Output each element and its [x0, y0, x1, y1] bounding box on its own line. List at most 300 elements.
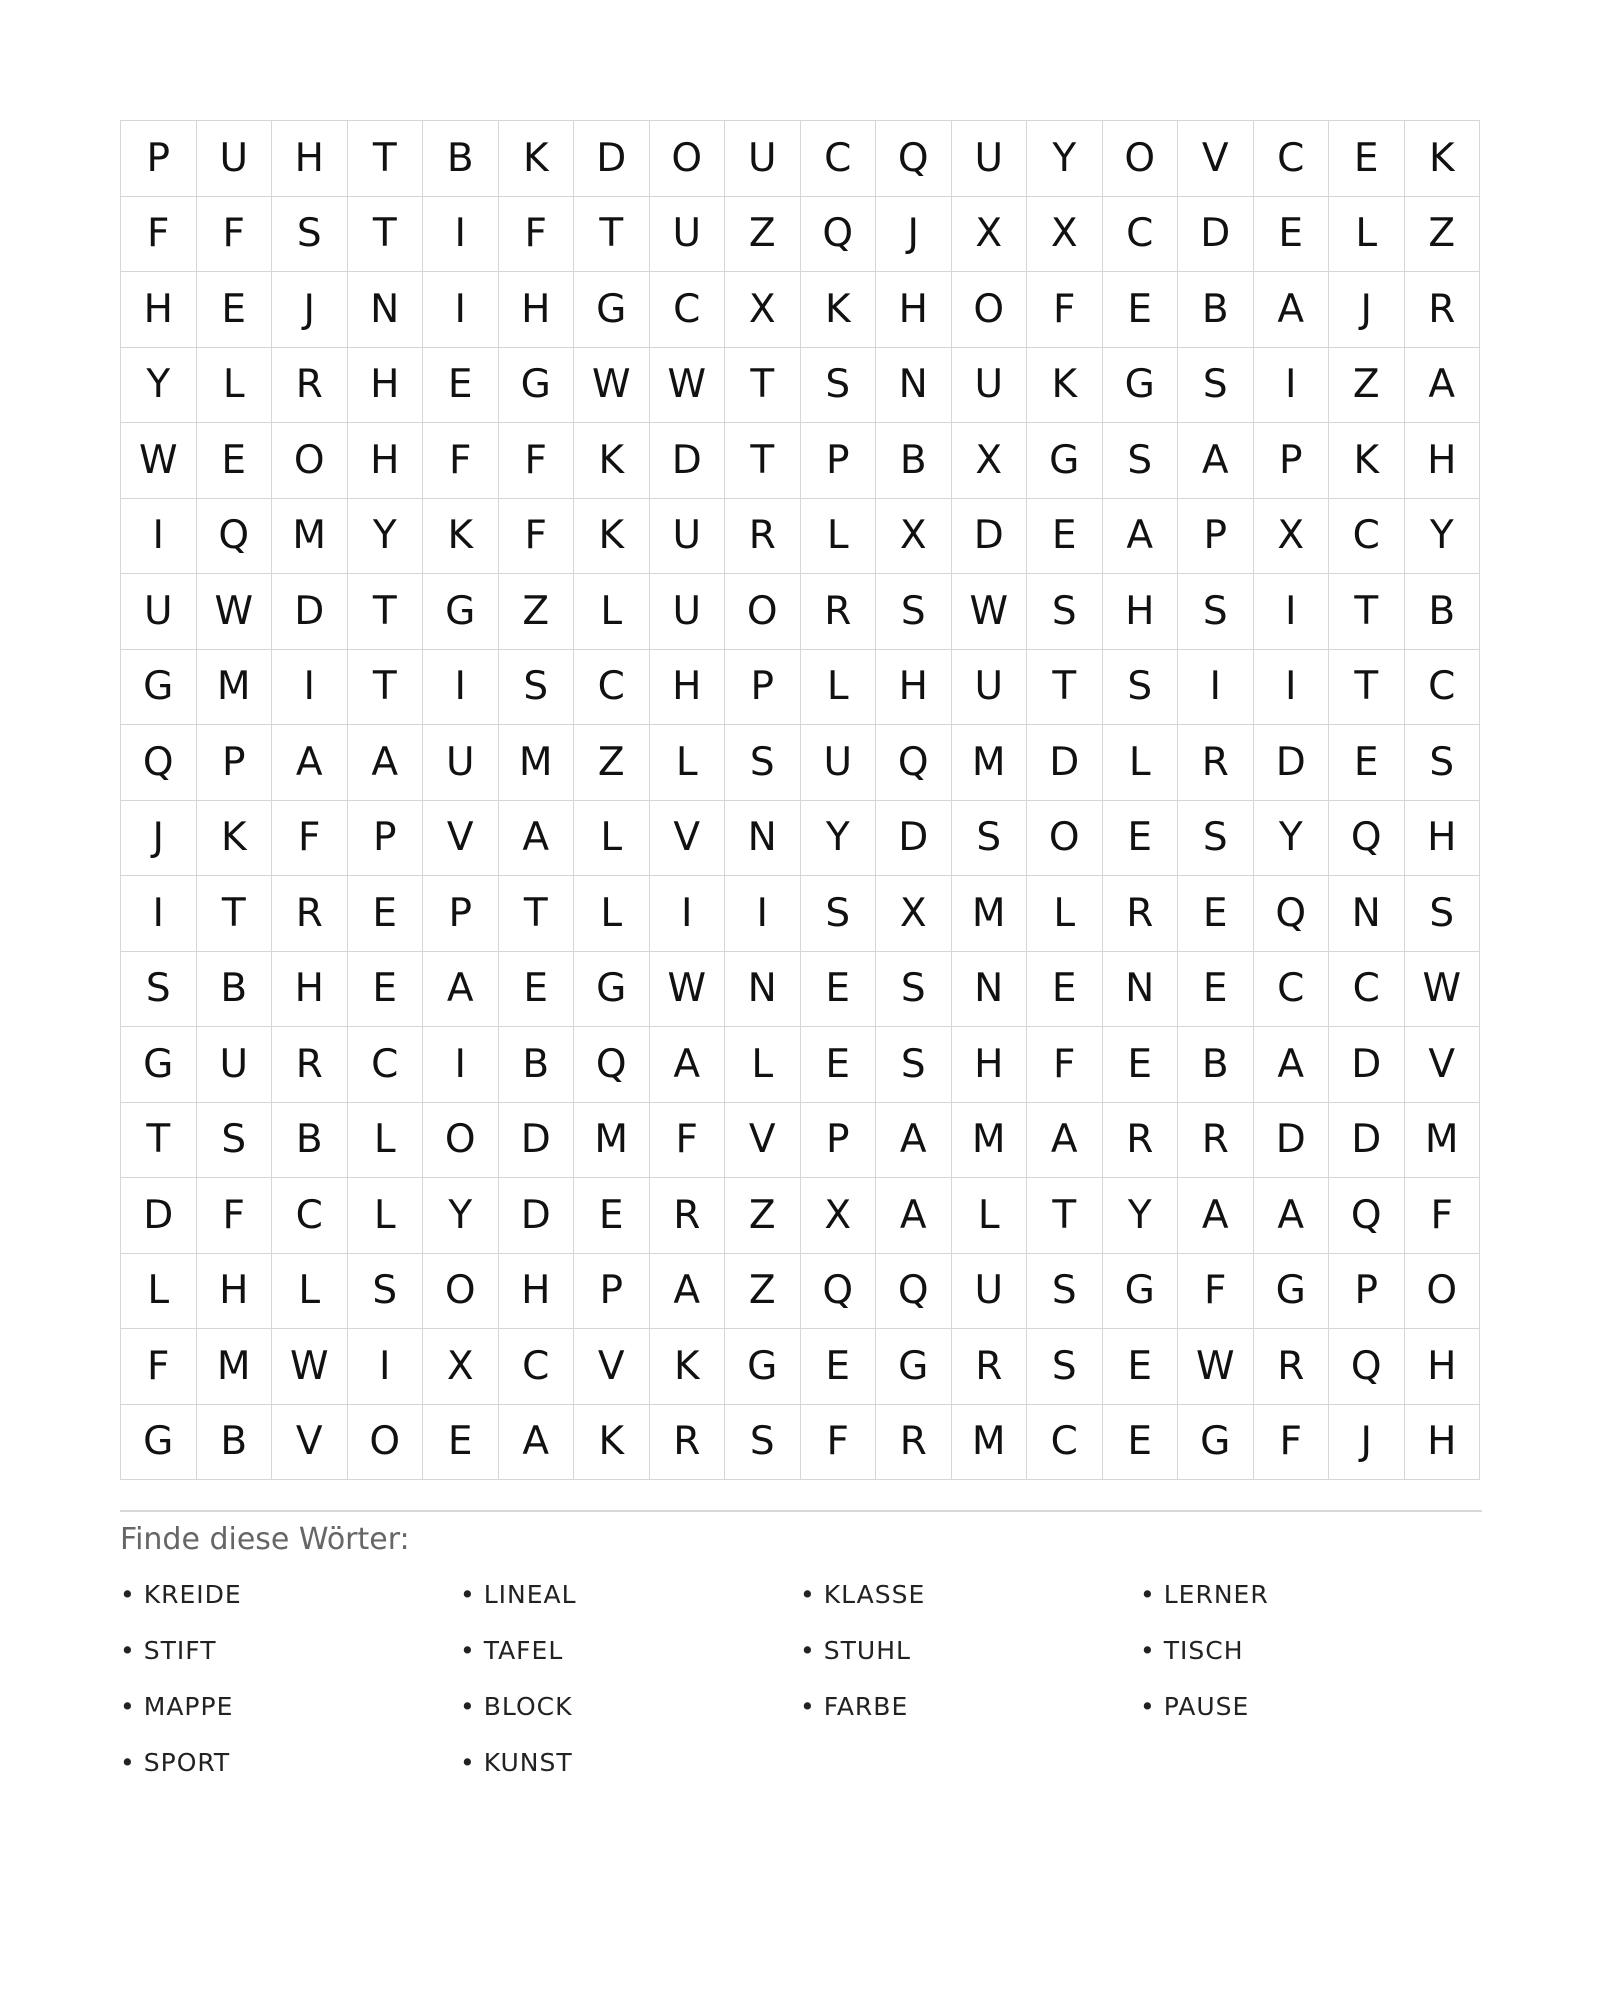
- grid-cell[interactable]: H: [1405, 423, 1481, 499]
- grid-cell[interactable]: A: [499, 1405, 575, 1481]
- grid-cell[interactable]: L: [348, 1178, 424, 1254]
- grid-cell[interactable]: Y: [348, 499, 424, 575]
- grid-cell[interactable]: W: [952, 574, 1028, 650]
- grid-cell[interactable]: E: [801, 1329, 877, 1405]
- grid-cell[interactable]: K: [1329, 423, 1405, 499]
- grid-cell[interactable]: D: [1329, 1103, 1405, 1179]
- grid-cell[interactable]: H: [1103, 574, 1179, 650]
- grid-cell[interactable]: E: [423, 1405, 499, 1481]
- grid-cell[interactable]: U: [650, 574, 726, 650]
- grid-cell[interactable]: O: [423, 1254, 499, 1330]
- grid-cell[interactable]: D: [876, 801, 952, 877]
- grid-cell[interactable]: C: [801, 121, 877, 197]
- grid-cell[interactable]: Y: [1254, 801, 1330, 877]
- grid-cell[interactable]: Z: [574, 725, 650, 801]
- grid-cell[interactable]: W: [650, 952, 726, 1028]
- grid-cell[interactable]: H: [1405, 1329, 1481, 1405]
- grid-cell[interactable]: A: [1254, 1178, 1330, 1254]
- grid-cell[interactable]: S: [1405, 876, 1481, 952]
- grid-cell[interactable]: U: [650, 499, 726, 575]
- grid-cell[interactable]: G: [876, 1329, 952, 1405]
- grid-cell[interactable]: X: [801, 1178, 877, 1254]
- grid-cell[interactable]: T: [348, 574, 424, 650]
- grid-cell[interactable]: E: [1103, 1027, 1179, 1103]
- grid-cell[interactable]: W: [272, 1329, 348, 1405]
- grid-cell[interactable]: N: [952, 952, 1028, 1028]
- grid-cell[interactable]: C: [272, 1178, 348, 1254]
- grid-cell[interactable]: G: [1178, 1405, 1254, 1481]
- grid-cell[interactable]: G: [499, 348, 575, 424]
- grid-cell[interactable]: H: [1405, 1405, 1481, 1481]
- grid-cell[interactable]: F: [1405, 1178, 1481, 1254]
- grid-cell[interactable]: J: [876, 197, 952, 273]
- grid-cell[interactable]: W: [121, 423, 197, 499]
- grid-cell[interactable]: X: [1027, 197, 1103, 273]
- grid-cell[interactable]: F: [1027, 272, 1103, 348]
- grid-cell[interactable]: I: [272, 650, 348, 726]
- grid-cell[interactable]: P: [1254, 423, 1330, 499]
- grid-cell[interactable]: E: [1329, 121, 1405, 197]
- grid-cell[interactable]: T: [121, 1103, 197, 1179]
- grid-cell[interactable]: Q: [801, 197, 877, 273]
- grid-cell[interactable]: F: [197, 197, 273, 273]
- grid-cell[interactable]: O: [423, 1103, 499, 1179]
- grid-cell[interactable]: D: [272, 574, 348, 650]
- grid-cell[interactable]: U: [423, 725, 499, 801]
- grid-cell[interactable]: A: [650, 1254, 726, 1330]
- grid-cell[interactable]: C: [1329, 952, 1405, 1028]
- grid-cell[interactable]: S: [725, 725, 801, 801]
- grid-cell[interactable]: B: [1178, 272, 1254, 348]
- grid-cell[interactable]: K: [197, 801, 273, 877]
- grid-cell[interactable]: T: [348, 197, 424, 273]
- grid-cell[interactable]: S: [1103, 423, 1179, 499]
- grid-cell[interactable]: E: [1178, 876, 1254, 952]
- grid-cell[interactable]: R: [876, 1405, 952, 1481]
- grid-cell[interactable]: A: [876, 1103, 952, 1179]
- grid-cell[interactable]: K: [1027, 348, 1103, 424]
- grid-cell[interactable]: U: [650, 197, 726, 273]
- grid-cell[interactable]: W: [1405, 952, 1481, 1028]
- grid-cell[interactable]: Y: [1405, 499, 1481, 575]
- grid-cell[interactable]: X: [876, 499, 952, 575]
- grid-cell[interactable]: G: [1103, 348, 1179, 424]
- grid-cell[interactable]: I: [348, 1329, 424, 1405]
- grid-cell[interactable]: T: [1329, 574, 1405, 650]
- grid-cell[interactable]: P: [801, 1103, 877, 1179]
- grid-cell[interactable]: E: [197, 272, 273, 348]
- grid-cell[interactable]: P: [1178, 499, 1254, 575]
- grid-cell[interactable]: T: [574, 197, 650, 273]
- grid-cell[interactable]: I: [1178, 650, 1254, 726]
- grid-cell[interactable]: E: [348, 952, 424, 1028]
- grid-cell[interactable]: K: [499, 121, 575, 197]
- grid-cell[interactable]: R: [1405, 272, 1481, 348]
- grid-cell[interactable]: U: [725, 121, 801, 197]
- grid-cell[interactable]: D: [952, 499, 1028, 575]
- grid-cell[interactable]: D: [1254, 1103, 1330, 1179]
- grid-cell[interactable]: B: [197, 952, 273, 1028]
- grid-cell[interactable]: O: [348, 1405, 424, 1481]
- grid-cell[interactable]: F: [499, 197, 575, 273]
- grid-cell[interactable]: R: [1103, 876, 1179, 952]
- grid-cell[interactable]: U: [952, 650, 1028, 726]
- grid-cell[interactable]: X: [876, 876, 952, 952]
- grid-cell[interactable]: A: [1178, 1178, 1254, 1254]
- grid-cell[interactable]: O: [1405, 1254, 1481, 1330]
- grid-cell[interactable]: S: [499, 650, 575, 726]
- grid-cell[interactable]: U: [121, 574, 197, 650]
- grid-cell[interactable]: M: [1405, 1103, 1481, 1179]
- grid-cell[interactable]: S: [876, 574, 952, 650]
- grid-cell[interactable]: L: [574, 876, 650, 952]
- grid-cell[interactable]: C: [1103, 197, 1179, 273]
- grid-cell[interactable]: S: [1178, 348, 1254, 424]
- grid-cell[interactable]: P: [1329, 1254, 1405, 1330]
- grid-cell[interactable]: X: [1254, 499, 1330, 575]
- grid-cell[interactable]: S: [876, 1027, 952, 1103]
- grid-cell[interactable]: J: [1329, 1405, 1405, 1481]
- grid-cell[interactable]: D: [499, 1103, 575, 1179]
- grid-cell[interactable]: S: [876, 952, 952, 1028]
- grid-cell[interactable]: A: [272, 725, 348, 801]
- grid-cell[interactable]: E: [1103, 801, 1179, 877]
- grid-cell[interactable]: U: [952, 348, 1028, 424]
- grid-cell[interactable]: B: [272, 1103, 348, 1179]
- grid-cell[interactable]: S: [1103, 650, 1179, 726]
- grid-cell[interactable]: Y: [1103, 1178, 1179, 1254]
- grid-cell[interactable]: G: [121, 1027, 197, 1103]
- grid-cell[interactable]: S: [1178, 574, 1254, 650]
- grid-cell[interactable]: R: [650, 1178, 726, 1254]
- grid-cell[interactable]: C: [348, 1027, 424, 1103]
- grid-cell[interactable]: L: [1027, 876, 1103, 952]
- grid-cell[interactable]: B: [1178, 1027, 1254, 1103]
- grid-cell[interactable]: S: [121, 952, 197, 1028]
- grid-cell[interactable]: E: [1103, 1329, 1179, 1405]
- grid-cell[interactable]: G: [1027, 423, 1103, 499]
- grid-cell[interactable]: G: [121, 1405, 197, 1481]
- grid-cell[interactable]: F: [197, 1178, 273, 1254]
- grid-cell[interactable]: M: [574, 1103, 650, 1179]
- grid-cell[interactable]: S: [1027, 1254, 1103, 1330]
- grid-cell[interactable]: P: [725, 650, 801, 726]
- grid-cell[interactable]: F: [423, 423, 499, 499]
- grid-cell[interactable]: V: [650, 801, 726, 877]
- grid-cell[interactable]: W: [650, 348, 726, 424]
- grid-cell[interactable]: C: [499, 1329, 575, 1405]
- grid-cell[interactable]: Q: [876, 1254, 952, 1330]
- grid-cell[interactable]: H: [876, 650, 952, 726]
- grid-cell[interactable]: X: [423, 1329, 499, 1405]
- grid-cell[interactable]: T: [1027, 1178, 1103, 1254]
- grid-cell[interactable]: P: [574, 1254, 650, 1330]
- grid-cell[interactable]: G: [725, 1329, 801, 1405]
- grid-cell[interactable]: T: [197, 876, 273, 952]
- grid-cell[interactable]: A: [876, 1178, 952, 1254]
- grid-cell[interactable]: L: [1329, 197, 1405, 273]
- grid-cell[interactable]: H: [952, 1027, 1028, 1103]
- grid-cell[interactable]: K: [574, 423, 650, 499]
- grid-cell[interactable]: F: [650, 1103, 726, 1179]
- grid-cell[interactable]: Z: [499, 574, 575, 650]
- grid-cell[interactable]: F: [801, 1405, 877, 1481]
- grid-cell[interactable]: R: [272, 876, 348, 952]
- grid-cell[interactable]: V: [272, 1405, 348, 1481]
- grid-cell[interactable]: O: [1027, 801, 1103, 877]
- grid-cell[interactable]: A: [1254, 272, 1330, 348]
- grid-cell[interactable]: T: [348, 121, 424, 197]
- grid-cell[interactable]: E: [1103, 1405, 1179, 1481]
- grid-cell[interactable]: Q: [574, 1027, 650, 1103]
- grid-cell[interactable]: R: [1254, 1329, 1330, 1405]
- grid-cell[interactable]: I: [121, 499, 197, 575]
- grid-cell[interactable]: H: [1405, 801, 1481, 877]
- grid-cell[interactable]: F: [1178, 1254, 1254, 1330]
- grid-cell[interactable]: R: [952, 1329, 1028, 1405]
- grid-cell[interactable]: N: [1103, 952, 1179, 1028]
- grid-cell[interactable]: E: [197, 423, 273, 499]
- grid-cell[interactable]: L: [725, 1027, 801, 1103]
- grid-cell[interactable]: D: [121, 1178, 197, 1254]
- grid-cell[interactable]: L: [1103, 725, 1179, 801]
- grid-cell[interactable]: N: [876, 348, 952, 424]
- grid-cell[interactable]: M: [272, 499, 348, 575]
- grid-cell[interactable]: E: [1254, 197, 1330, 273]
- grid-cell[interactable]: R: [725, 499, 801, 575]
- grid-cell[interactable]: S: [272, 197, 348, 273]
- grid-cell[interactable]: T: [725, 348, 801, 424]
- grid-cell[interactable]: E: [1178, 952, 1254, 1028]
- grid-cell[interactable]: L: [650, 725, 726, 801]
- grid-cell[interactable]: F: [121, 1329, 197, 1405]
- grid-cell[interactable]: Z: [725, 197, 801, 273]
- grid-cell[interactable]: O: [952, 272, 1028, 348]
- grid-cell[interactable]: M: [952, 1103, 1028, 1179]
- grid-cell[interactable]: Y: [1027, 121, 1103, 197]
- grid-cell[interactable]: L: [197, 348, 273, 424]
- grid-cell[interactable]: X: [952, 423, 1028, 499]
- grid-cell[interactable]: M: [952, 876, 1028, 952]
- grid-cell[interactable]: U: [801, 725, 877, 801]
- grid-cell[interactable]: I: [1254, 650, 1330, 726]
- grid-cell[interactable]: D: [1027, 725, 1103, 801]
- grid-cell[interactable]: H: [876, 272, 952, 348]
- grid-cell[interactable]: R: [1178, 1103, 1254, 1179]
- grid-cell[interactable]: K: [574, 1405, 650, 1481]
- grid-cell[interactable]: E: [1103, 272, 1179, 348]
- grid-cell[interactable]: H: [650, 650, 726, 726]
- grid-cell[interactable]: O: [1103, 121, 1179, 197]
- grid-cell[interactable]: A: [650, 1027, 726, 1103]
- grid-cell[interactable]: W: [574, 348, 650, 424]
- grid-cell[interactable]: B: [1405, 574, 1481, 650]
- grid-cell[interactable]: D: [499, 1178, 575, 1254]
- grid-cell[interactable]: S: [1027, 574, 1103, 650]
- grid-cell[interactable]: T: [499, 876, 575, 952]
- grid-cell[interactable]: F: [1027, 1027, 1103, 1103]
- grid-cell[interactable]: T: [348, 650, 424, 726]
- grid-cell[interactable]: N: [348, 272, 424, 348]
- grid-cell[interactable]: L: [272, 1254, 348, 1330]
- grid-cell[interactable]: W: [1178, 1329, 1254, 1405]
- grid-cell[interactable]: T: [1027, 650, 1103, 726]
- grid-cell[interactable]: U: [197, 121, 273, 197]
- grid-cell[interactable]: J: [1329, 272, 1405, 348]
- grid-cell[interactable]: D: [1329, 1027, 1405, 1103]
- grid-cell[interactable]: L: [801, 650, 877, 726]
- grid-cell[interactable]: I: [1254, 574, 1330, 650]
- grid-cell[interactable]: U: [952, 1254, 1028, 1330]
- grid-cell[interactable]: E: [1329, 725, 1405, 801]
- grid-cell[interactable]: E: [801, 1027, 877, 1103]
- grid-cell[interactable]: K: [574, 499, 650, 575]
- grid-cell[interactable]: Z: [725, 1254, 801, 1330]
- grid-cell[interactable]: A: [423, 952, 499, 1028]
- grid-cell[interactable]: I: [423, 197, 499, 273]
- grid-cell[interactable]: S: [1027, 1329, 1103, 1405]
- grid-cell[interactable]: D: [650, 423, 726, 499]
- grid-cell[interactable]: P: [197, 725, 273, 801]
- grid-cell[interactable]: Q: [1329, 1178, 1405, 1254]
- grid-cell[interactable]: H: [499, 272, 575, 348]
- grid-cell[interactable]: O: [272, 423, 348, 499]
- grid-cell[interactable]: Y: [801, 801, 877, 877]
- grid-cell[interactable]: E: [574, 1178, 650, 1254]
- grid-cell[interactable]: B: [423, 121, 499, 197]
- grid-cell[interactable]: P: [801, 423, 877, 499]
- grid-cell[interactable]: N: [725, 801, 801, 877]
- grid-cell[interactable]: M: [197, 650, 273, 726]
- grid-cell[interactable]: I: [725, 876, 801, 952]
- grid-cell[interactable]: R: [650, 1405, 726, 1481]
- grid-cell[interactable]: K: [650, 1329, 726, 1405]
- grid-cell[interactable]: Q: [197, 499, 273, 575]
- grid-cell[interactable]: Q: [876, 121, 952, 197]
- grid-cell[interactable]: K: [1405, 121, 1481, 197]
- grid-cell[interactable]: S: [1405, 725, 1481, 801]
- grid-cell[interactable]: S: [197, 1103, 273, 1179]
- grid-cell[interactable]: H: [272, 121, 348, 197]
- grid-cell[interactable]: A: [348, 725, 424, 801]
- grid-cell[interactable]: C: [650, 272, 726, 348]
- grid-cell[interactable]: A: [499, 801, 575, 877]
- grid-cell[interactable]: I: [121, 876, 197, 952]
- grid-cell[interactable]: L: [121, 1254, 197, 1330]
- grid-cell[interactable]: V: [574, 1329, 650, 1405]
- grid-cell[interactable]: X: [725, 272, 801, 348]
- grid-cell[interactable]: F: [499, 423, 575, 499]
- grid-cell[interactable]: D: [574, 121, 650, 197]
- grid-cell[interactable]: F: [121, 197, 197, 273]
- grid-cell[interactable]: T: [725, 423, 801, 499]
- grid-cell[interactable]: T: [1329, 650, 1405, 726]
- grid-cell[interactable]: G: [1254, 1254, 1330, 1330]
- grid-cell[interactable]: F: [499, 499, 575, 575]
- grid-cell[interactable]: I: [1254, 348, 1330, 424]
- grid-cell[interactable]: S: [1178, 801, 1254, 877]
- grid-cell[interactable]: I: [423, 650, 499, 726]
- grid-cell[interactable]: M: [952, 725, 1028, 801]
- grid-cell[interactable]: L: [348, 1103, 424, 1179]
- grid-cell[interactable]: H: [272, 952, 348, 1028]
- grid-cell[interactable]: Z: [1329, 348, 1405, 424]
- grid-cell[interactable]: O: [725, 574, 801, 650]
- grid-cell[interactable]: G: [574, 952, 650, 1028]
- grid-cell[interactable]: Q: [1329, 801, 1405, 877]
- grid-cell[interactable]: V: [725, 1103, 801, 1179]
- grid-cell[interactable]: W: [197, 574, 273, 650]
- grid-cell[interactable]: Z: [1405, 197, 1481, 273]
- grid-cell[interactable]: R: [1178, 725, 1254, 801]
- grid-cell[interactable]: R: [801, 574, 877, 650]
- grid-cell[interactable]: I: [423, 1027, 499, 1103]
- grid-cell[interactable]: Q: [1254, 876, 1330, 952]
- grid-cell[interactable]: Q: [801, 1254, 877, 1330]
- grid-cell[interactable]: U: [197, 1027, 273, 1103]
- grid-cell[interactable]: E: [801, 952, 877, 1028]
- grid-cell[interactable]: G: [121, 650, 197, 726]
- grid-cell[interactable]: G: [423, 574, 499, 650]
- grid-cell[interactable]: S: [725, 1405, 801, 1481]
- grid-cell[interactable]: J: [121, 801, 197, 877]
- grid-cell[interactable]: P: [348, 801, 424, 877]
- grid-cell[interactable]: L: [952, 1178, 1028, 1254]
- grid-cell[interactable]: Y: [121, 348, 197, 424]
- grid-cell[interactable]: H: [197, 1254, 273, 1330]
- grid-cell[interactable]: M: [952, 1405, 1028, 1481]
- grid-cell[interactable]: C: [1254, 121, 1330, 197]
- grid-cell[interactable]: O: [650, 121, 726, 197]
- grid-cell[interactable]: R: [1103, 1103, 1179, 1179]
- grid-cell[interactable]: U: [952, 121, 1028, 197]
- grid-cell[interactable]: B: [197, 1405, 273, 1481]
- grid-cell[interactable]: F: [1254, 1405, 1330, 1481]
- grid-cell[interactable]: H: [348, 348, 424, 424]
- grid-cell[interactable]: Q: [876, 725, 952, 801]
- grid-cell[interactable]: D: [1178, 197, 1254, 273]
- grid-cell[interactable]: M: [197, 1329, 273, 1405]
- grid-cell[interactable]: G: [1103, 1254, 1179, 1330]
- grid-cell[interactable]: E: [499, 952, 575, 1028]
- grid-cell[interactable]: R: [272, 1027, 348, 1103]
- grid-cell[interactable]: I: [423, 272, 499, 348]
- grid-cell[interactable]: C: [1329, 499, 1405, 575]
- grid-cell[interactable]: S: [348, 1254, 424, 1330]
- grid-cell[interactable]: Z: [725, 1178, 801, 1254]
- grid-cell[interactable]: A: [1178, 423, 1254, 499]
- grid-cell[interactable]: H: [121, 272, 197, 348]
- grid-cell[interactable]: S: [952, 801, 1028, 877]
- grid-cell[interactable]: K: [423, 499, 499, 575]
- grid-cell[interactable]: P: [121, 121, 197, 197]
- grid-cell[interactable]: E: [1027, 499, 1103, 575]
- grid-cell[interactable]: N: [1329, 876, 1405, 952]
- grid-cell[interactable]: P: [423, 876, 499, 952]
- grid-cell[interactable]: A: [1405, 348, 1481, 424]
- grid-cell[interactable]: S: [801, 876, 877, 952]
- grid-cell[interactable]: Y: [423, 1178, 499, 1254]
- grid-cell[interactable]: I: [650, 876, 726, 952]
- grid-cell[interactable]: C: [574, 650, 650, 726]
- grid-cell[interactable]: R: [272, 348, 348, 424]
- grid-cell[interactable]: Q: [121, 725, 197, 801]
- grid-cell[interactable]: A: [1027, 1103, 1103, 1179]
- grid-cell[interactable]: M: [499, 725, 575, 801]
- grid-cell[interactable]: C: [1254, 952, 1330, 1028]
- grid-cell[interactable]: S: [801, 348, 877, 424]
- grid-cell[interactable]: V: [1178, 121, 1254, 197]
